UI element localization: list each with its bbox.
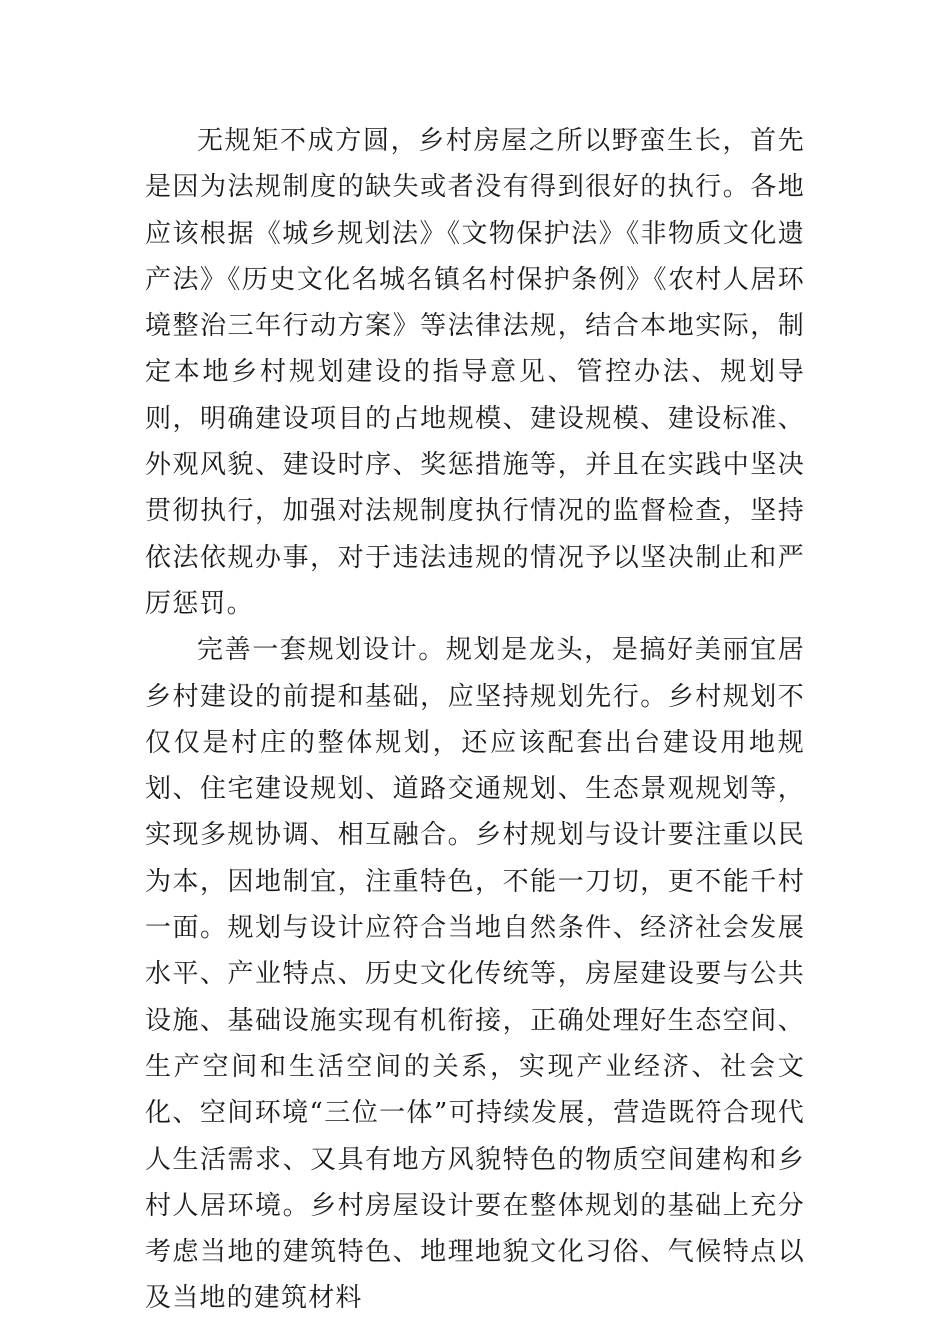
document-body: [145, 118, 805, 1322]
paragraph-planning-design: 完善一套规划设计。规划是龙头，是搞好美丽宜居乡村建设的前提和基础，应坚持规划先行。乡村规划不仅仅是村庄的整体规划，还应该配套出台建设用地规划、住宅建设规划、道路交通规划、生态景观规划等，实现多规协调、相互融合。乡村规划与设计要注重以民为本，因地制宜，注重特色，不能一刀切，更不能千村一面。规划与设计应符合当地自然条件、经济社会发展水平、产业特点、历史文化传统等，房屋建设要与公共设施、基础设施实现有机衔接，正确处理好生态空间、生产空间和生活空间的关系，实现产业经济、社会文化、空间环境“三位一体”可持续发展，营造既符合现代人生活需求、又具有地方风貌特色的物质空间建构和乡村人居环境。乡村房屋设计要在整体规划的基础上充分考虑当地的建筑特色、地理地貌文化习俗、气候特点以及当地的建筑材料: [145, 635, 805, 1314]
paragraph-regulations: 无规矩不成方圆，乡村房屋之所以野蛮生长，首先是因为法规制度的缺失或者没有得到很好的执行。各地应该根据《城乡规划法》《文物保护法》《非物质文化遗产法》《历史文化名城名镇名村保护条例》《农村人居环境整治三年行动方案》等法律法规，结合本地实际，制定本地乡村规划建设的指导意见、管控办法、规划导则，明确建设项目的占地规模、建设规模、建设标准、外观风貌、建设时序、奖惩措施等，并且在实践中坚决贯彻执行，加强对法规制度执行情况的监督检查，坚持依法依规办事，对于违法违规的情况予以坚决制止和严厉惩罚。: [145, 126, 805, 619]
